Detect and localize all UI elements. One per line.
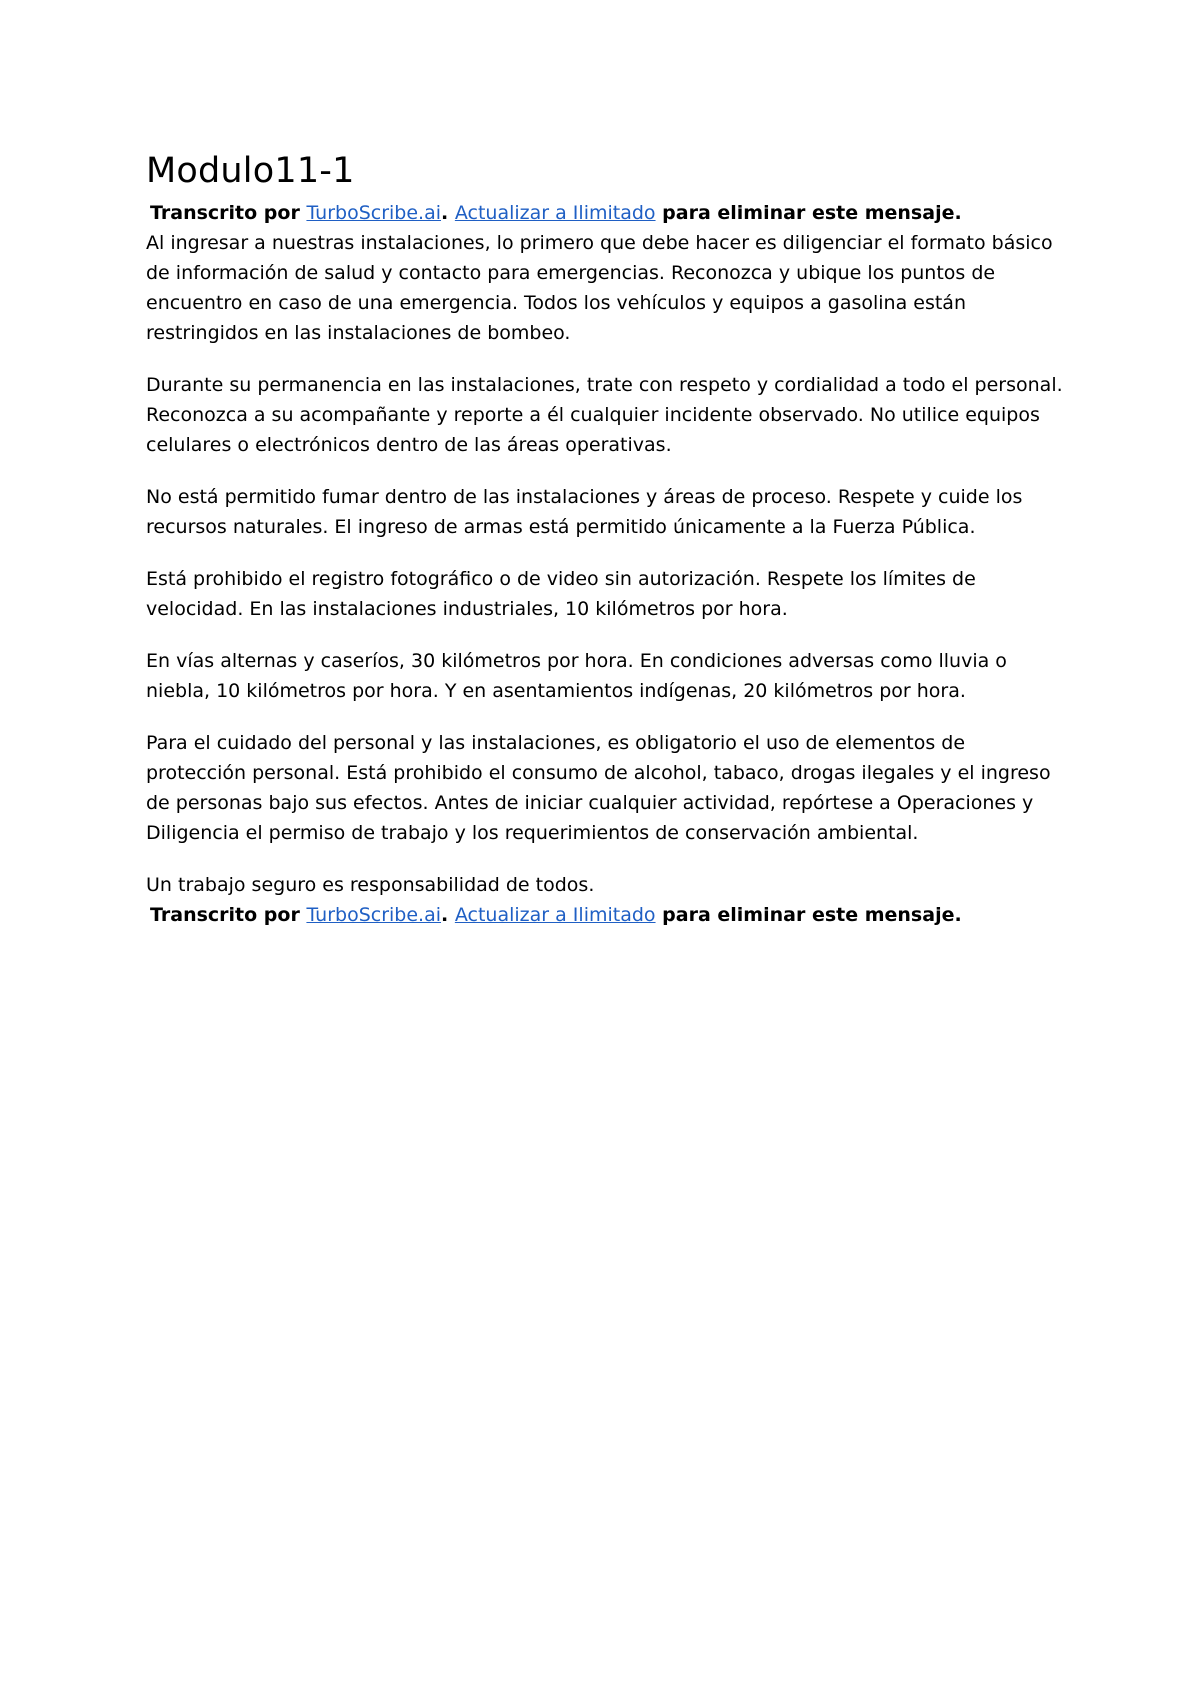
document-title: Modulo11-1 bbox=[146, 151, 355, 191]
header-notice bbox=[146, 198, 1076, 228]
footer-notice bbox=[146, 900, 1076, 930]
turboscribe-link[interactable]: TurboScribe.ai bbox=[306, 904, 442, 926]
closing-paragraph: Un trabajo seguro es responsabilidad de todos. bbox=[146, 874, 595, 896]
footer-notice-suffix: para eliminar este mensaje. bbox=[655, 904, 962, 926]
header-notice-suffix: para eliminar este mensaje. bbox=[655, 202, 962, 224]
footer-notice-separator: . bbox=[441, 904, 455, 926]
document-page bbox=[146, 150, 1076, 930]
paragraph: Para el cuidado del personal y las instalaciones, es obligatorio el uso de elementos de protección personal. Está prohibido el consumo de alcohol, tabaco, drogas ilegales y el ingreso de personas bajo sus efectos. Antes de iniciar cualquier actividad, repórtese a Operaciones y Diligencia el permiso de trabajo y los requerimientos de conservación ambiental. bbox=[146, 732, 1051, 844]
turboscribe-link[interactable]: TurboScribe.ai bbox=[306, 202, 442, 224]
footer-notice-prefix: Transcrito por bbox=[150, 904, 307, 926]
paragraph: No está permitido fumar dentro de las instalaciones y áreas de proceso. Respete y cuide los recursos naturales. El ingreso de armas está permitido únicamente a la Fuerza Pública. bbox=[146, 486, 1023, 538]
paragraph: Al ingresar a nuestras instalaciones, lo primero que debe hacer es diligenciar el formato básico de información de salud y contacto para emergencias. Reconozca y ubique los puntos de encuentro en caso de una emergencia. Todos los vehículos y equipos a gasolina están restringidos en las instalaciones de bombeo. bbox=[146, 232, 1053, 344]
header-notice-separator: . bbox=[441, 202, 455, 224]
paragraph: En vías alternas y caseríos, 30 kilómetros por hora. En condiciones adversas como lluvia o niebla, 10 kilómetros por hora. Y en asentamientos indígenas, 20 kilómetros por hora. bbox=[146, 650, 1007, 702]
paragraph: Está prohibido el registro fotográfico o de video sin autorización. Respete los límites de velocidad. En las instalaciones industriales, 10 kilómetros por hora. bbox=[146, 568, 976, 620]
paragraph: Durante su permanencia en las instalaciones, trate con respeto y cordialidad a todo el personal. Reconozca a su acompañante y reporte a él cualquier incidente observado. No utilice equipos celulares o electrónicos dentro de las áreas operativas. bbox=[146, 374, 1063, 456]
upgrade-link[interactable]: Actualizar a Ilimitado bbox=[454, 202, 656, 224]
upgrade-link[interactable]: Actualizar a Ilimitado bbox=[454, 904, 656, 926]
header-notice-prefix: Transcrito por bbox=[150, 202, 307, 224]
